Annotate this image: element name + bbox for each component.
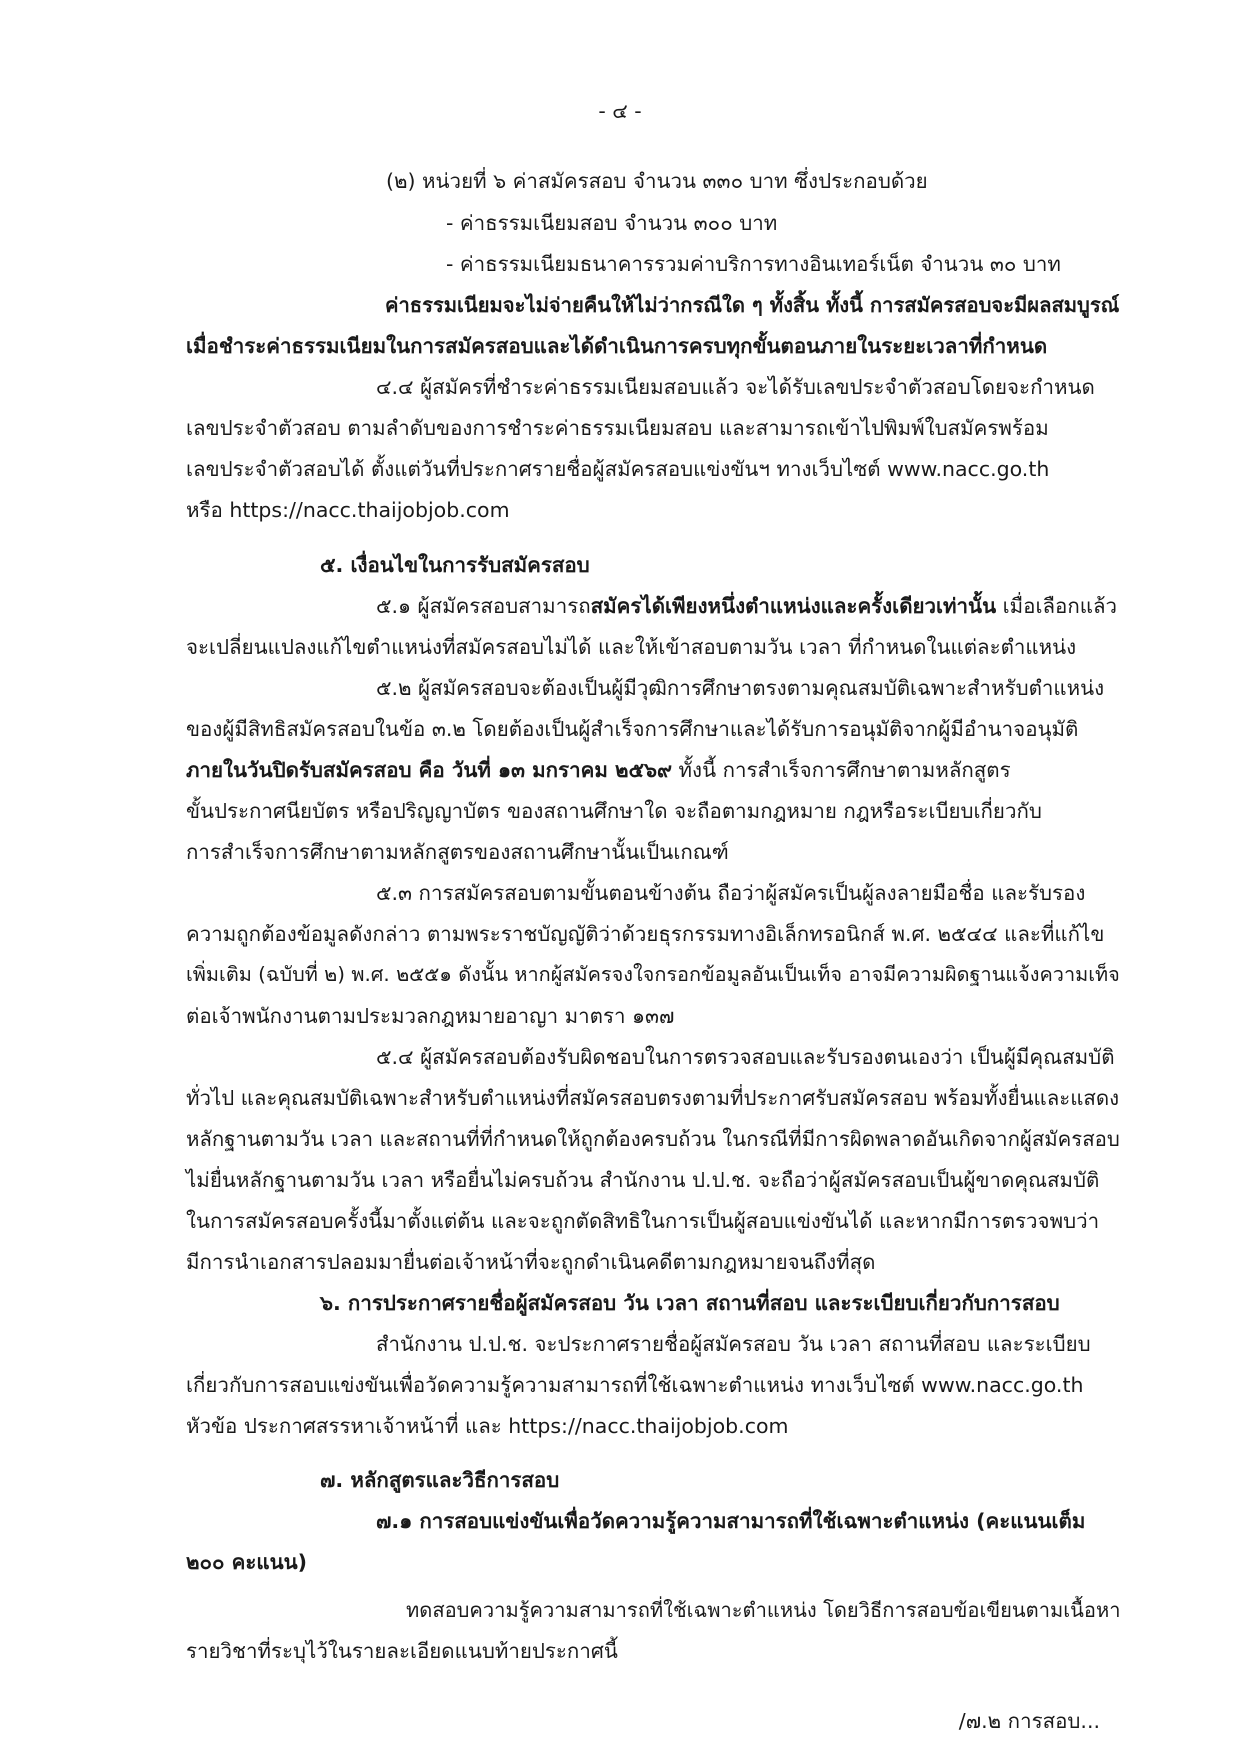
s54-line-4: ไม่ยื่นหลักฐานตามวัน เวลา หรือยื่นไม่ครบถ้วน สำนักงาน ป.ป.ช. จะถือว่าผู้สมัครสอบเป็นผู้ขาดคุณสมบัติ bbox=[186, 1168, 1100, 1192]
s53-line-4: ต่อเจ้าพนักงานตามประมวลกฎหมายอาญา มาตรา ๑๓๗ bbox=[186, 1004, 675, 1028]
page-number: - ๔ - bbox=[598, 99, 642, 123]
continuation-footer: /๗.๒ การสอบ... bbox=[958, 1709, 1100, 1733]
s52-line-4: ขั้นประกาศนียบัตร หรือปริญญาบัตร ของสถานศึกษาใด จะถือตามกฎหมาย กฎหรือระเบียบเกี่ยวกับ bbox=[186, 799, 1042, 823]
s52-line-3-rest: ทั้งนี้ การสำเร็จการศึกษาตามหลักสูตร bbox=[672, 758, 1011, 782]
s6-line-3: หัวข้อ ประกาศสรรหาเจ้าหน้าที่ และ https://nacc.thaijobjob.com bbox=[186, 1414, 789, 1438]
s51-line-2: จะเปลี่ยนแปลงแก้ไขตำแหน่งที่สมัครสอบไม่ได้ และให้เข้าสอบตามวัน เวลา ที่กำหนดในแต่ละตำแหน่ง bbox=[186, 635, 1077, 659]
section-5-heading: ๕. เงื่อนไขในการรับสมัครสอบ bbox=[320, 553, 590, 577]
s54-line-2: ทั่วไป และคุณสมบัติเฉพาะสำหรับตำแหน่งที่สมัครสอบตรงตามที่ประกาศรับสมัครสอบ พร้อมทั้งยื่นและแสดง bbox=[186, 1086, 1120, 1110]
s71-line-1: ๗.๑ การสอบแข่งขันเพื่อวัดความรู้ความสามารถที่ใช้เฉพาะตำแหน่ง (คะแนนเต็ม bbox=[376, 1509, 1086, 1533]
s71-body-line-2: รายวิชาที่ระบุไว้ในรายละเอียดแนบท้ายประกาศนี้ bbox=[186, 1639, 618, 1663]
section-7-heading: ๗. หลักสูตรและวิธีการสอบ bbox=[320, 1468, 560, 1492]
s52-line-3 bbox=[186, 755, 1011, 785]
s53-line-3: เพิ่มเติม (ฉบับที่ ๒) พ.ศ. ๒๕๕๑ ดังนั้น หากผู้สมัครจงใจกรอกข้อมูลอันเป็นเท็จ อาจมีความผิดฐานแจ้งความเท็จ bbox=[186, 963, 1120, 986]
s54-line-3: หลักฐานตามวัน เวลา และสถานที่ที่กำหนดให้ถูกต้องครบถ้วน ในกรณีที่มีการผิดพลาดอันเกิดจากผู้สมัครสอบ bbox=[186, 1127, 1120, 1151]
fee-unit-line: (๒) หน่วยที่ ๖ ค่าสมัครสอบ จำนวน ๓๓๐ บาท ซึ่งประกอบด้วย bbox=[386, 169, 928, 193]
s71-body-line-1: ทดสอบความรู้ความสามารถที่ใช้เฉพาะตำแหน่ง โดยวิธีการสอบข้อเขียนตามเนื้อหา bbox=[406, 1598, 1121, 1622]
s51-line-1 bbox=[376, 591, 1117, 621]
s6-line-2: เกี่ยวกับการสอบแข่งขันเพื่อวัดความรู้ความสามารถที่ใช้เฉพาะตำแหน่ง ทางเว็บไซต์ www.nacc.go.th bbox=[186, 1373, 1084, 1397]
s54-line-1: ๕.๔ ผู้สมัครสอบต้องรับผิดชอบในการตรวจสอบและรับรองตนเองว่า เป็นผู้มีคุณสมบัติ bbox=[376, 1045, 1115, 1069]
fee-note-line-1: ค่าธรรมเนียมจะไม่จ่ายคืนให้ไม่ว่ากรณีใด ๆ ทั้งสิ้น ทั้งนี้ การสมัครสอบจะมีผลสมบูรณ์ bbox=[385, 293, 1120, 317]
s53-line-1: ๕.๓ การสมัครสอบตามขั้นตอนข้างต้น ถือว่าผู้สมัครเป็นผู้ลงลายมือชื่อ และรับรอง bbox=[376, 881, 1086, 905]
s52-line-5: การสำเร็จการศึกษาตามหลักสูตรของสถานศึกษานั้นเป็นเกณฑ์ bbox=[186, 840, 729, 864]
section-6-heading: ๖. การประกาศรายชื่อผู้สมัครสอบ วัน เวลา สถานที่สอบ และระเบียบเกี่ยวกับการสอบ bbox=[320, 1291, 1060, 1315]
s54-line-6: มีการนำเอกสารปลอมมายื่นต่อเจ้าหน้าที่จะถูกดำเนินคดีตามกฎหมายจนถึงที่สุด bbox=[186, 1250, 876, 1274]
s51-prefix: ๕.๑ ผู้สมัครสอบสามารถ bbox=[376, 594, 591, 618]
s51-suffix: เมื่อเลือกแล้ว bbox=[996, 594, 1118, 618]
s44-line-2: เลขประจำตัวสอบ ตามลำดับของการชำระค่าธรรมเนียมสอบ และสามารถเข้าไปพิมพ์ใบสมัครพร้อม bbox=[186, 416, 1049, 440]
s52-line-2: ของผู้มีสิทธิสมัครสอบในข้อ ๓.๒ โดยต้องเป็นผู้สำเร็จการศึกษาและได้รับการอนุมัติจากผู้มีอำนาจอนุมัติ bbox=[186, 717, 1079, 741]
fee-item-bank: - ค่าธรรมเนียมธนาคารรวมค่าบริการทางอินเทอร์เน็ต จำนวน ๓๐ บาท bbox=[446, 252, 1061, 276]
s52-line-1: ๕.๒ ผู้สมัครสอบจะต้องเป็นผู้มีวุฒิการศึกษาตรงตามคุณสมบัติเฉพาะสำหรับตำแหน่ง bbox=[376, 676, 1105, 700]
s51-emphasis: สมัครได้เพียงหนึ่งตำแหน่งและครั้งเดียวเท่านั้น bbox=[590, 594, 997, 618]
fee-item-exam: - ค่าธรรมเนียมสอบ จำนวน ๓๐๐ บาท bbox=[446, 211, 778, 235]
s44-line-3: เลขประจำตัวสอบได้ ตั้งแต่วันที่ประกาศรายชื่อผู้สมัครสอบแข่งขันฯ ทางเว็บไซต์ www.nacc.go.th bbox=[186, 457, 1050, 481]
fee-note-line-2: เมื่อชำระค่าธรรมเนียมในการสมัครสอบและได้ดำเนินการครบทุกขั้นตอนภายในระยะเวลาที่กำหนด bbox=[186, 334, 1048, 358]
s6-line-1: สำนักงาน ป.ป.ช. จะประกาศรายชื่อผู้สมัครสอบ วัน เวลา สถานที่สอบ และระเบียบ bbox=[376, 1332, 1091, 1356]
s54-line-5: ในการสมัครสอบครั้งนี้มาตั้งแต่ต้น และจะถูกตัดสิทธิในการเป็นผู้สอบแข่งขันได้ และหากมีการตรวจพบว่า bbox=[186, 1209, 1100, 1233]
s44-line-1: ๔.๔ ผู้สมัครที่ชำระค่าธรรมเนียมสอบแล้ว จะได้รับเลขประจำตัวสอบโดยจะกำหนด bbox=[376, 375, 1095, 399]
s71-line-2: ๒๐๐ คะแนน) bbox=[186, 1550, 308, 1574]
s44-line-4: หรือ https://nacc.thaijobjob.com bbox=[186, 498, 510, 522]
s53-line-2: ความถูกต้องข้อมูลดังกล่าว ตามพระราชบัญญัติว่าด้วยธุรกรรมทางอิเล็กทรอนิกส์ พ.ศ. ๒๕๔๔ และที่แก้ไข bbox=[186, 922, 1105, 946]
s52-deadline: ภายในวันปิดรับสมัครสอบ คือ วันที่ ๑๓ มกราคม ๒๕๖๙ bbox=[186, 758, 673, 782]
